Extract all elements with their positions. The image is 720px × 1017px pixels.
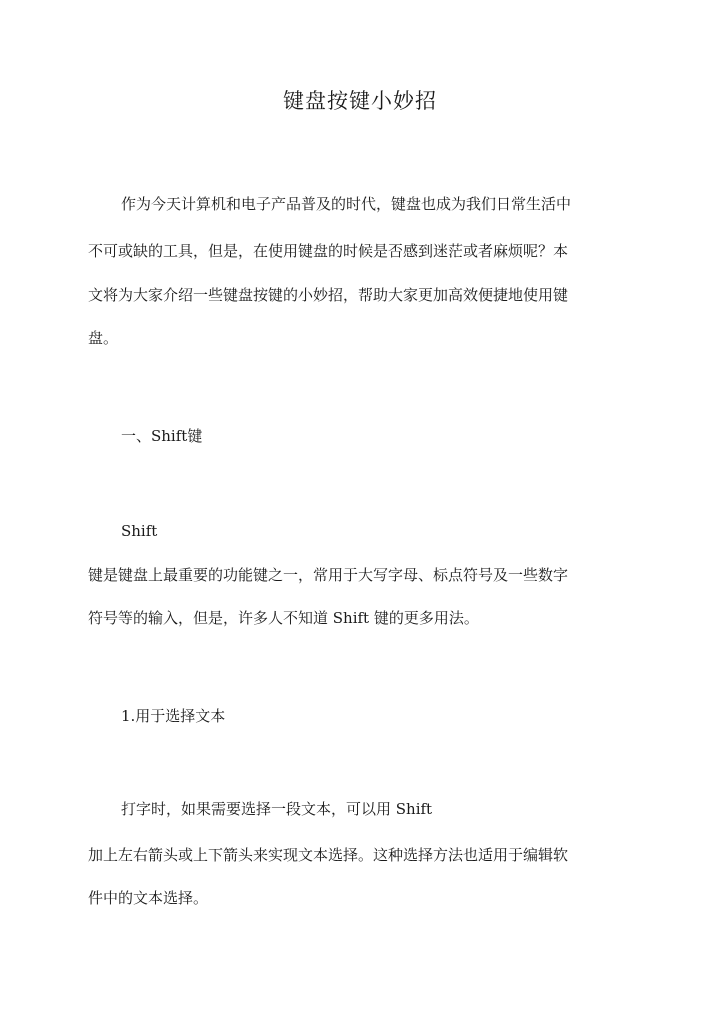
paragraph-line: 文将为大家介绍一些键盘按键的小妙招，帮助大家更加高效便捷地使用键 bbox=[88, 286, 569, 304]
section-heading-shift: 一、Shift键 bbox=[121, 427, 203, 445]
paragraph-line: 加上左右箭头或上下箭头来实现文本选择。这种选择方法也适用于编辑软 bbox=[88, 846, 569, 864]
paragraph-line: 键是键盘上最重要的功能键之一，常用于大写字母、标点符号及一些数字 bbox=[88, 566, 569, 584]
paragraph-line: 件中的文本选择。 bbox=[88, 889, 209, 907]
paragraph-line: 打字时，如果需要选择一段文本，可以用 Shift bbox=[121, 800, 433, 818]
paragraph-line: 符号等的输入，但是，许多人不知道 Shift 键的更多用法。 bbox=[88, 609, 479, 627]
subheading-select-text: 1.用于选择文本 bbox=[121, 707, 226, 725]
document-title: 键盘按键小妙招 bbox=[283, 89, 437, 113]
paragraph-line: 盘。 bbox=[88, 329, 119, 347]
paragraph-line: 作为今天计算机和电子产品普及的时代，键盘也成为我们日常生活中 bbox=[121, 195, 572, 213]
paragraph-line: 不可或缺的工具，但是，在使用键盘的时候是否感到迷茫或者麻烦呢？本 bbox=[88, 242, 569, 260]
paragraph-line: Shift bbox=[121, 522, 158, 540]
